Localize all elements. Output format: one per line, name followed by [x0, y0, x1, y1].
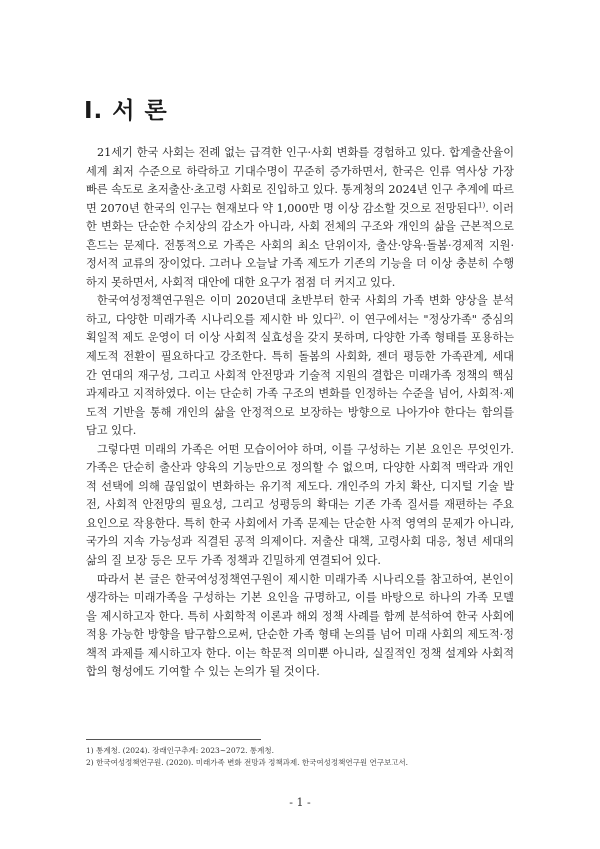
paragraph-4 [86, 571, 514, 682]
paragraph-text: . 이 연구에서는 "정상가족" 중심의 획일적 제도 운영이 더 이상 사회적 실효성을 갖지 못하며, 다양한 가족 형태를 포용하는 제도적 전환이 필요하다고 강조한다. 특히 돌봄의 사회화, 젠더 평등한 가족관계, 세대 간 연대의 재구성, 그리고 사회적 안전망과 기술적 지원의 결합은 미래가족 정책의 핵심 과제라고 지적하였다. 이는 단순히 가족 구조의 변화를 인정하는 수준을 넘어, 사회적·제도적 기반을 통해 개인의 삶을 안정적으로 보장하는 방향으로 나아가야 한다는 함의를 담고 있다. [86, 312, 514, 438]
paragraph-text: 그렇다면 미래의 가족은 어떤 모습이어야 하며, 이를 구성하는 기본 요인은 무엇인가. 가족은 단순히 출산과 양육의 기능만으로 정의할 수 없으며, 다양한 사회적 맥락과 개인적 선택에 의해 끊임없이 변화하는 유기적 제도다. 개인주의 가치 확산, 디지털 기술 발전, 사회적 안전망의 필요성, 그리고 성평등의 확대는 기존 가족 질서를 재편하는 주요 요인으로 작용한다. 특히 한국 사회에서 가족 문제는 단순한 사적 영역의 문제가 아니라, 국가의 지속 가능성과 직결된 공적 의제이다. 저출산 대책, 고령사회 대응, 청년 세대의 삶의 질 보장 등은 모두 가족 정책과 긴밀하게 연결되어 있다. [86, 442, 514, 568]
paragraph-text: . 이러한 변화는 단순한 수치상의 감소가 아니라, 사회 전체의 구조와 개인의 삶을 근본적으로 흔드는 문제다. 전통적으로 가족은 사회의 최소 단위이자, 출산·양육·돌봄·경제적 지원·정서적 교류의 장이었다. 그러나 오늘날 가족 제도가 기존의 기능을 더 이상 충분히 수행하지 못하면서, 사회적 대안에 대한 요구가 점점 더 커지고 있다. [86, 201, 514, 289]
footnote-2: 2) 한국여성정책연구원. (2020). 미래가족 변화 전망과 정책과제. 한국여성정책연구원 연구보고서. [86, 758, 409, 767]
paragraph-1 [86, 144, 514, 292]
paragraph-3 [86, 441, 514, 571]
page-number: - 1 - [289, 796, 311, 809]
footnote-divider [86, 739, 261, 740]
body-text [86, 144, 514, 682]
section-heading: Ⅰ. 서 론 [84, 98, 168, 124]
footnotes [86, 745, 516, 769]
paragraph-2 [86, 292, 514, 440]
paragraph-text: 따라서 본 글은 한국여성정책연구원이 제시한 미래가족 시나리오를 참고하여, 본인이 생각하는 미래가족을 구성하는 기본 요인을 규명하고, 이를 바탕으로 하나의 가족 모델을 제시하고자 한다. 특히 사회학적 이론과 해외 정책 사례를 함께 분석하여 한국 사회에 적용 가능한 방향을 탐구함으로써, 단순한 가족 형태 논의를 넘어 미래 사회의 제도적·정책적 과제를 제시하고자 한다. 이는 학문적 의미뿐 아니라, 실질적인 정책 설계와 사회적 합의 형성에도 기여할 수 있는 논의가 될 것이다. [86, 572, 514, 679]
footnote-ref-1[interactable]: 1) [478, 200, 486, 209]
footnote-ref-2[interactable]: 2) [333, 312, 341, 321]
paragraph-text: 21세기 한국 사회는 전례 없는 급격한 인구·사회 변화를 경험하고 있다. 합계출산율이 세계 최저 수준으로 하락하고 기대수명이 꾸준히 증가하면서, 한국은 인류 역사상 가장 빠른 속도로 초저출산·초고령 사회로 진입하고 있다. 통계청의 2024년 인구 추계에 따르면 2070년 한국의 인구는 현재보다 약 1,000만 명 이상 감소할 것으로 전망된다 [86, 146, 514, 215]
paragraph-text: 한국여성정책연구원은 이미 2020년대 초반부터 한국 사회의 가족 변화 양상을 분석하고, 다양한 미래가족 시나리오를 제시한 바 있다 [86, 294, 514, 326]
footnote-1: 1) 통계청. (2024). 장래인구추계: 2023~2072. 통계청. [86, 746, 275, 755]
